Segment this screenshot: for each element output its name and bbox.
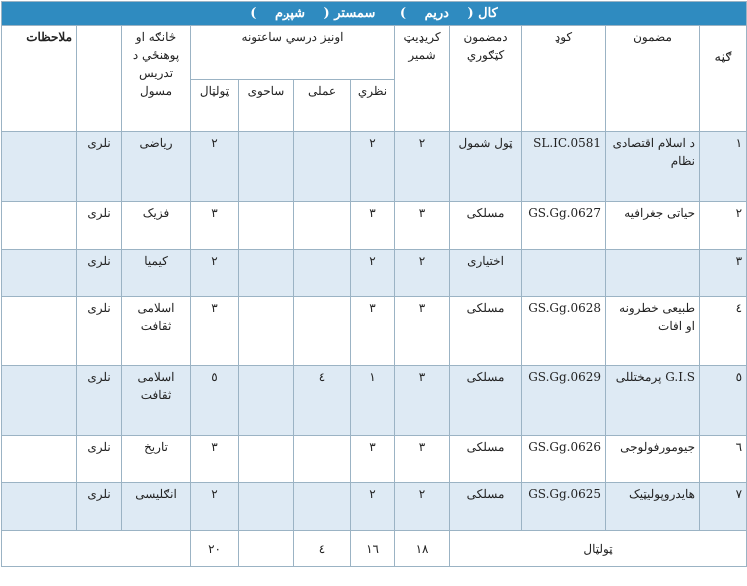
cell-credits: ٣ [395,202,450,250]
totals-empty [2,531,191,567]
cell-code: GS.Gg.0626 [522,436,606,483]
cell-practical [294,250,351,297]
totals-credits: ١٨ [395,531,450,567]
cell-total: ٣ [191,436,239,483]
table-row [2,202,747,250]
cell-status: نلری [77,436,122,483]
cell-field [239,366,294,436]
cell-practical [294,483,351,531]
header-row [2,26,747,80]
cell-number: ١ [700,132,747,202]
header-code: کوډ [522,26,606,132]
cell-total: ٢ [191,250,239,297]
header-theory: نظري [351,80,395,132]
cell-status: نلری [77,132,122,202]
cell-department: اسلامی ثقافت [122,297,191,366]
title-row [2,2,747,26]
cell-field [239,250,294,297]
cell-total: ٥ [191,366,239,436]
title-bar: کال ( دریم ) سمستر ( شپږم ) [2,2,747,26]
header-field: ساحوی [239,80,294,132]
header-credits: کریډیټ شمیر [395,26,450,132]
title-class-label: کال [478,5,498,21]
cell-category: مسلکی [450,366,522,436]
cell-category: مسلکی [450,483,522,531]
cell-status: نلری [77,250,122,297]
cell-code: GS.Gg.0629 [522,366,606,436]
cell-number: ٤ [700,297,747,366]
cell-subject: G.I.S پرمختللی [606,366,700,436]
cell-subject: حیاتی جغرافیه [606,202,700,250]
cell-category: اختیاری [450,250,522,297]
cell-credits: ٣ [395,297,450,366]
cell-remarks [2,436,77,483]
cell-code: GS.Gg.0628 [522,297,606,366]
cell-category: ټول شمول [450,132,522,202]
totals-total: ٢٠ [191,531,239,567]
cell-credits: ٢ [395,132,450,202]
totals-practical: ٤ [294,531,351,567]
cell-subject [606,250,700,297]
cell-total: ٢ [191,483,239,531]
cell-remarks [2,132,77,202]
cell-remarks [2,366,77,436]
cell-number: ٢ [700,202,747,250]
totals-field [239,531,294,567]
cell-code [522,250,606,297]
title-class-value: دریم [424,5,449,21]
cell-total: ٣ [191,202,239,250]
cell-total: ٣ [191,297,239,366]
cell-subject: طبیعی خطرونه او افات [606,297,700,366]
cell-remarks [2,297,77,366]
cell-theory: ٣ [351,297,395,366]
header-weekly-hours: اونیز درسي ساعتونه [191,26,395,80]
cell-department: انګلیسی [122,483,191,531]
cell-category: مسلکی [450,202,522,250]
cell-credits: ٣ [395,366,450,436]
cell-practical [294,436,351,483]
cell-code: SL.IC.0581 [522,132,606,202]
cell-department: ریاضی [122,132,191,202]
cell-total: ٢ [191,132,239,202]
cell-department: فزیک [122,202,191,250]
cell-code: GS.Gg.0627 [522,202,606,250]
cell-category: مسلکی [450,297,522,366]
cell-theory: ١ [351,366,395,436]
curriculum-table [1,1,747,567]
totals-theory: ١٦ [351,531,395,567]
cell-department: اسلامی ثقافت [122,366,191,436]
cell-theory: ٢ [351,483,395,531]
cell-remarks [2,202,77,250]
cell-theory: ٣ [351,436,395,483]
cell-remarks [2,250,77,297]
table-row [2,250,747,297]
cell-department: تاریخ [122,436,191,483]
cell-practical [294,297,351,366]
cell-field [239,483,294,531]
cell-field [239,132,294,202]
cell-field [239,202,294,250]
cell-field [239,297,294,366]
header-total: ټولټال [191,80,239,132]
cell-practical: ٤ [294,366,351,436]
header-subject: مضمون [606,26,700,132]
cell-subject: د اسلام اقتصادی نظام [606,132,700,202]
cell-practical [294,202,351,250]
cell-number: ٥ [700,366,747,436]
cell-practical [294,132,351,202]
table-row [2,366,747,436]
cell-subject: جیومورفولوجی [606,436,700,483]
table-row [2,483,747,531]
cell-theory: ٢ [351,250,395,297]
totals-row [2,531,747,567]
header-status [77,26,122,132]
cell-category: مسلکی [450,436,522,483]
header-number [700,26,747,132]
cell-theory: ٢ [351,132,395,202]
cell-status: نلری [77,297,122,366]
cell-credits: ٢ [395,483,450,531]
cell-status: نلری [77,366,122,436]
cell-field [239,436,294,483]
cell-theory: ٣ [351,202,395,250]
cell-credits: ٢ [395,250,450,297]
header-remarks: ملاحظات [2,26,77,132]
cell-remarks [2,483,77,531]
cell-status: نلری [77,202,122,250]
cell-subject: هایدروپولیټیک [606,483,700,531]
cell-number: ٧ [700,483,747,531]
row-number-icon: ګڼه [714,50,732,65]
cell-code: GS.Gg.0625 [522,483,606,531]
header-department: څانګه او پوهنځي د تدریس مسول [122,26,191,132]
table-row [2,132,747,202]
table-row [2,436,747,483]
header-practical: عملی [294,80,351,132]
cell-number: ٣ [700,250,747,297]
cell-status: نلری [77,483,122,531]
title-semester-value: شپږم [274,5,306,21]
header-category: دمضمون کټګوري [450,26,522,132]
cell-credits: ٣ [395,436,450,483]
totals-label: ټولټال [450,531,747,567]
cell-number: ٦ [700,436,747,483]
title-semester-label: سمستر [334,5,376,21]
cell-department: کیمیا [122,250,191,297]
table-row [2,297,747,366]
